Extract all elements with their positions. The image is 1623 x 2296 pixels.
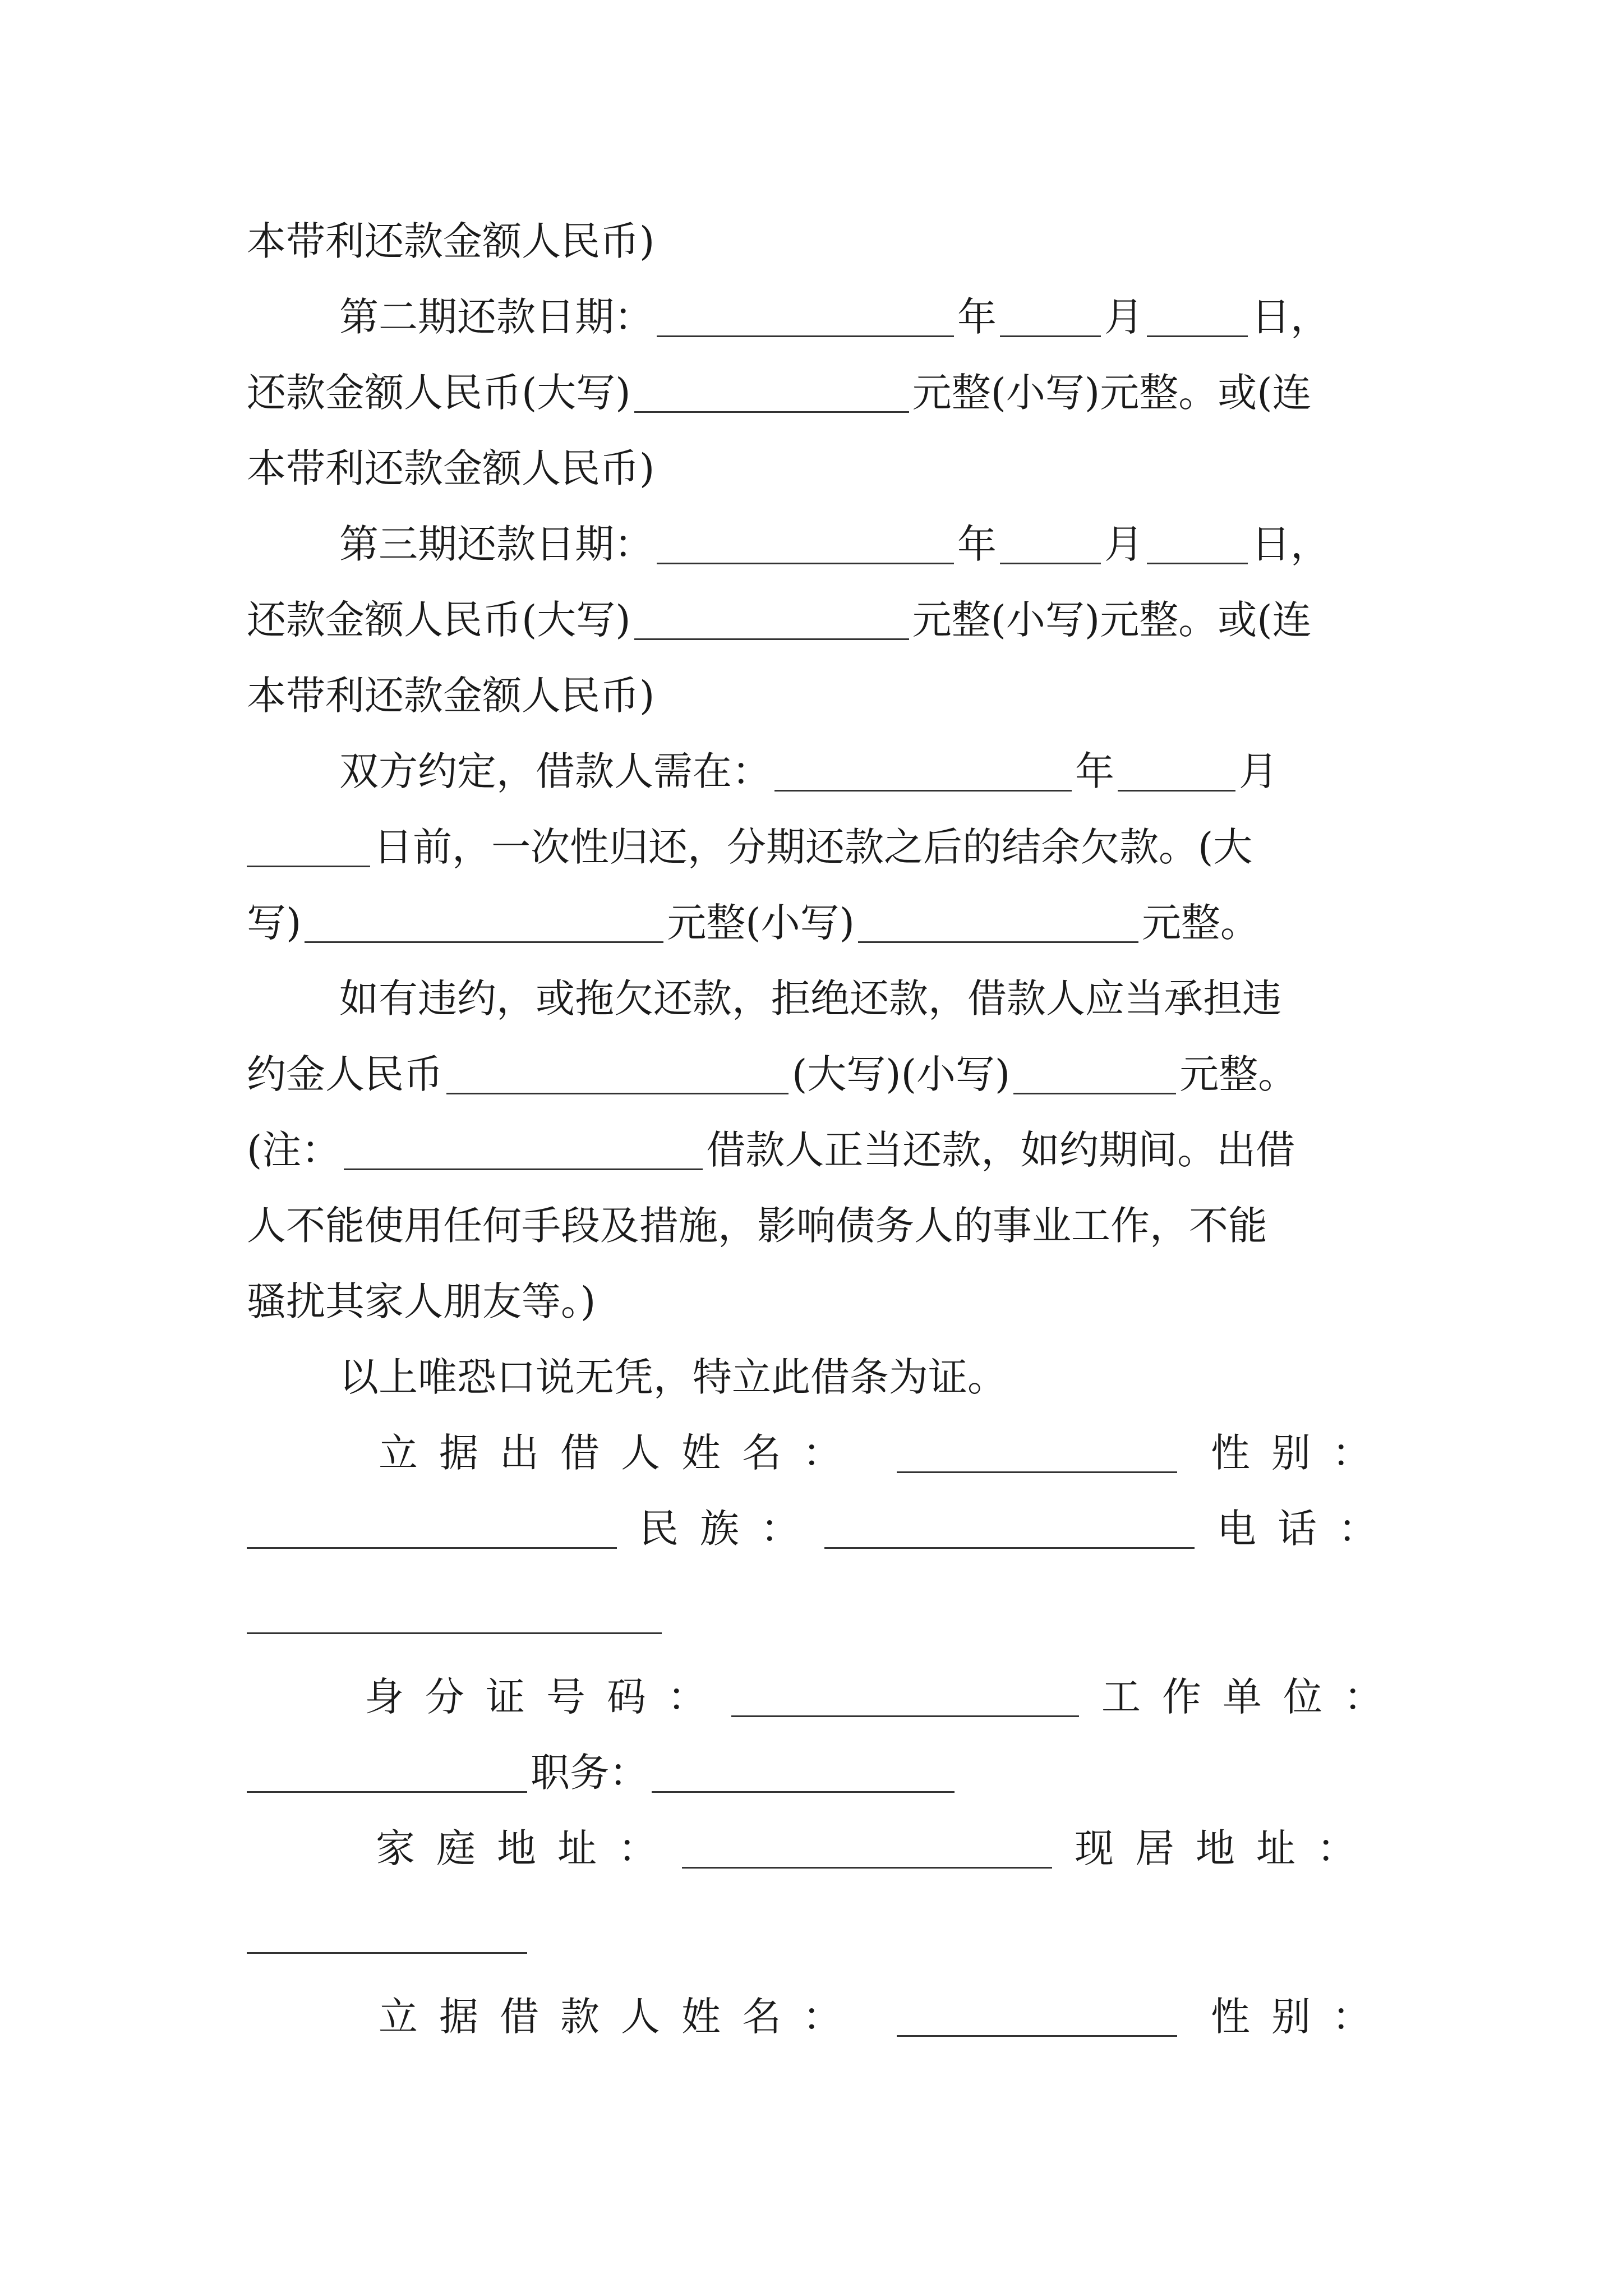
ethnicity-blank[interactable] [824,1513,1195,1549]
day-blank[interactable] [1147,302,1248,337]
text: 本带利还款金额人民币) [247,218,655,264]
lender-name-line [379,1425,1393,1481]
agreement-line-2 [247,819,1385,875]
amount-lower-blank[interactable] [858,908,1138,943]
label: 元整。 [1179,1051,1298,1097]
label: 写) [247,900,302,946]
label: (大写)(小写) [792,1051,1011,1097]
text: 如有违约，或拖欠还款，拒绝还款，借款人应当承担违 [339,976,1281,1022]
penalty-lower-blank[interactable] [1013,1059,1176,1094]
work-unit-label: 工作单位： [1101,1674,1404,1720]
text: 本带利还款金额人民币) [247,673,655,719]
lender-name-label: 立据出借人姓名： [379,1430,863,1476]
current-address-blank[interactable] [247,1952,527,1954]
month-blank[interactable] [1000,529,1101,564]
borrower-name-line [379,1989,1393,2045]
current-address-label: 现居地址： [1075,1825,1377,1871]
label: 第三期还款日期： [339,521,653,567]
phone-label: 电话： [1217,1506,1399,1552]
year-blank[interactable] [657,529,954,564]
text: 以上唯恐口说无凭，特立此借条为证。 [339,1354,1007,1400]
gender-blank[interactable] [247,1513,617,1549]
text-line [247,213,1385,269]
label: 元整(小写)元整。或(连 [912,370,1312,416]
label: 还款金额人民币(大写) [247,597,631,643]
position-blank[interactable] [652,1757,955,1793]
home-address-label: 家庭地址： [376,1825,679,1871]
day-label: 日， [1251,294,1330,340]
year-label: 年 [957,521,997,567]
text: 骚扰其家人朋友等。) [247,1278,596,1324]
text-line [247,440,1385,496]
text: 本带利还款金额人民币) [247,445,655,491]
amount-upper-blank[interactable] [305,908,663,943]
label: 元整(小写)元整。或(连 [912,597,1312,643]
month-label: 月 [1239,748,1278,794]
installment-3-date-line [339,516,1385,572]
work-unit-blank[interactable] [247,1757,527,1793]
year-label: 年 [957,294,997,340]
label: 元整(小写) [667,900,855,946]
amount-blank[interactable] [634,378,909,413]
borrower-name-label: 立据借款人姓名： [379,1994,863,2040]
text: 人不能使用任何手段及措施，影响债务人的事业工作，不能 [247,1203,1267,1249]
gender-label: 性别： [1211,1430,1393,1476]
id-number-label: 身分证号码： [365,1674,728,1720]
agreement-line-3 [247,895,1385,951]
gender-label: 性别： [1211,1994,1393,2040]
amount-line [247,592,1385,648]
day-label: 日， [1251,521,1330,567]
lender-ethnicity-line [247,1501,1399,1557]
text-line [247,1273,1385,1329]
ethnicity-label: 民族： [639,1506,821,1552]
default-clause-line [339,970,1385,1027]
lender-id-line [365,1669,1404,1725]
year-label: 年 [1075,748,1114,794]
day-blank[interactable] [247,832,370,867]
amount-line [247,365,1385,421]
penalty-line [247,1046,1385,1102]
day-blank[interactable] [1147,529,1248,564]
year-blank[interactable] [657,302,954,337]
position-label: 职务： [531,1750,648,1796]
text-line [247,668,1385,724]
label: 元整。 [1141,900,1260,946]
note-line [247,1122,1385,1178]
closing-line [339,1349,1385,1405]
month-label: 月 [1104,521,1144,567]
id-number-blank[interactable] [731,1682,1079,1717]
amount-blank[interactable] [634,605,909,640]
phone-blank[interactable] [247,1632,662,1634]
label: 借款人正当还款，如约期间。出借 [706,1127,1295,1173]
installment-2-date-line [339,289,1385,345]
month-blank[interactable] [1000,302,1101,337]
label: 约金人民币 [247,1051,443,1097]
penalty-blank[interactable] [446,1059,789,1094]
lender-address-line [376,1820,1385,1876]
label: 第二期还款日期： [339,294,653,340]
lender-position-line [247,1745,1385,1801]
label: 还款金额人民币(大写) [247,370,631,416]
month-label: 月 [1104,294,1144,340]
borrower-name-blank[interactable] [897,2001,1177,2037]
month-blank[interactable] [1118,756,1235,792]
agreement-line [339,743,1385,799]
label: 双方约定，借款人需在： [339,748,771,794]
lender-name-blank[interactable] [897,1438,1177,1473]
home-address-blank[interactable] [682,1833,1052,1869]
note-blank[interactable] [344,1135,703,1170]
text-line [247,1198,1385,1254]
label: 日前，一次性归还，分期还款之后的结余欠款。(大 [374,824,1253,870]
label: (注： [247,1127,341,1173]
year-blank[interactable] [774,756,1072,792]
